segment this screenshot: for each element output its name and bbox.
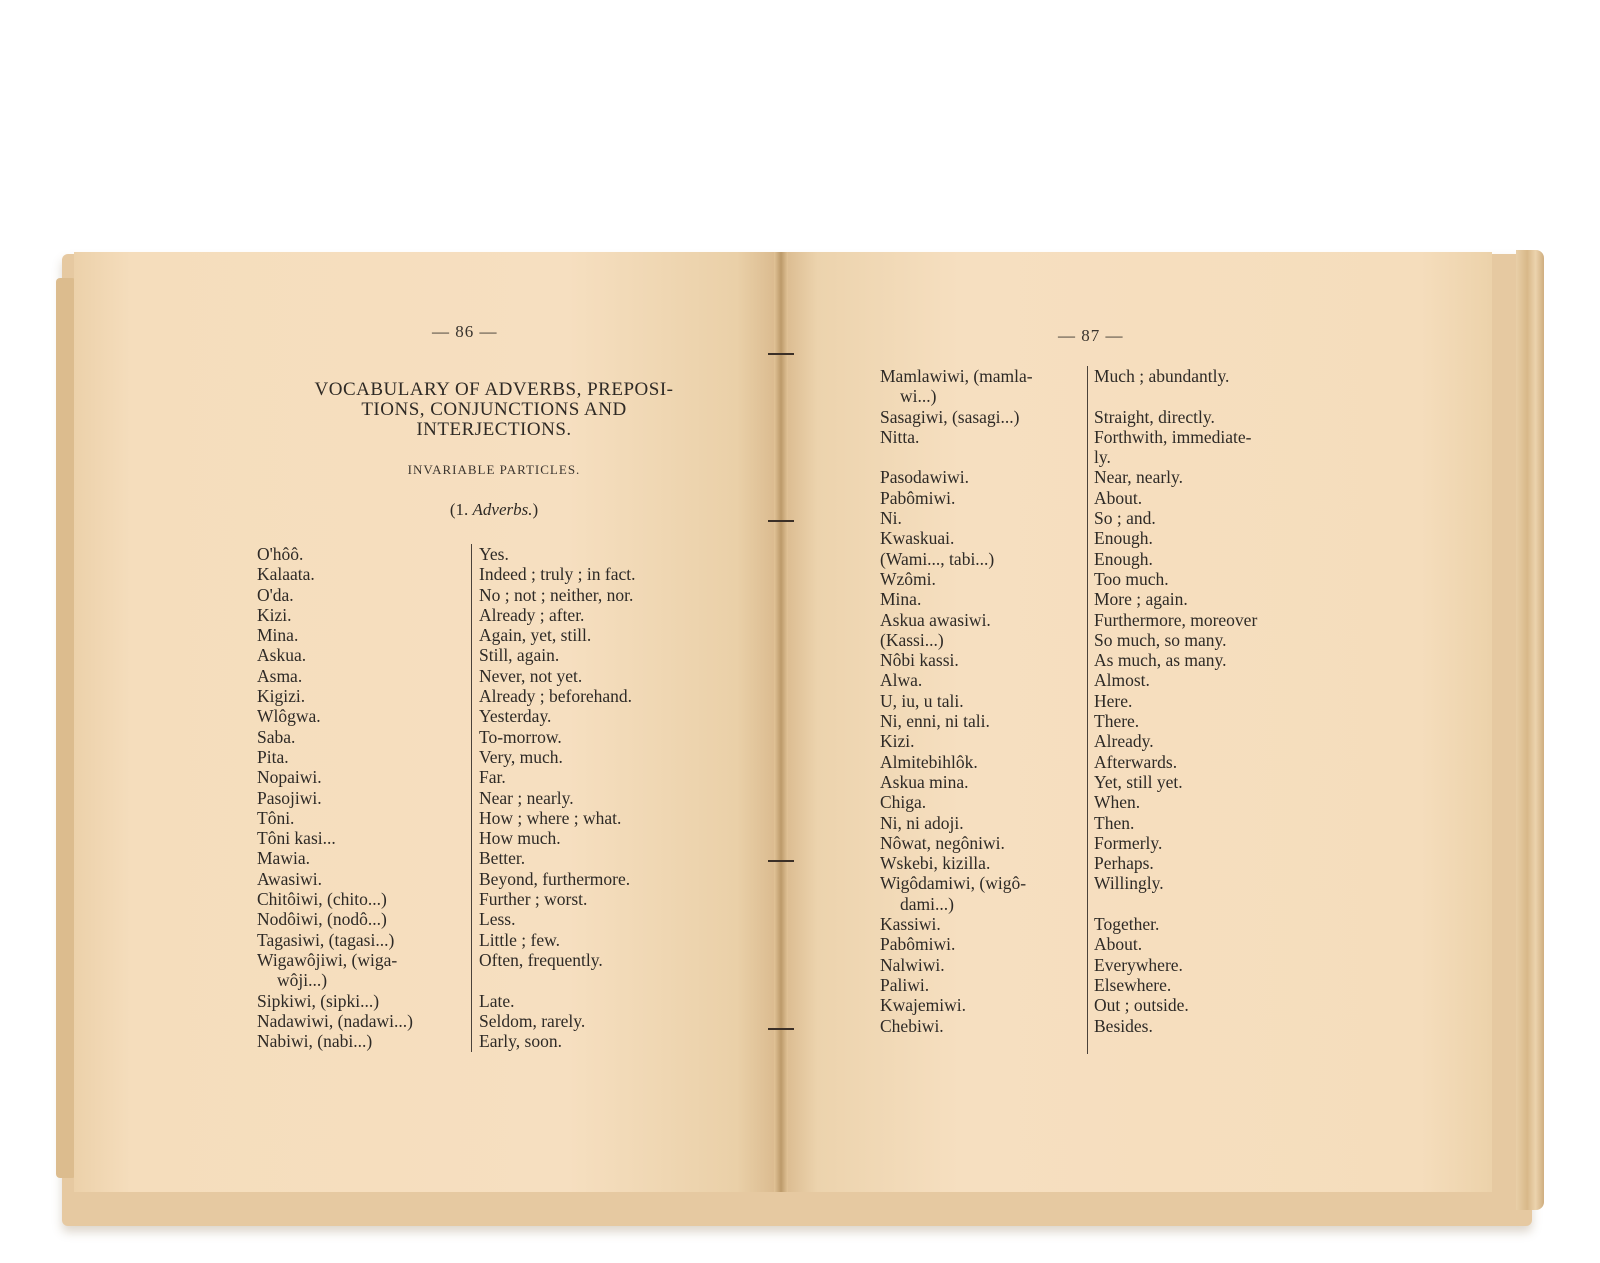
definition-cell: Then.: [1094, 812, 1135, 833]
definitions-column: [1094, 366, 1257, 1036]
definition-cell: Here.: [1094, 690, 1133, 711]
term-cell: Wlôgwa.: [257, 706, 321, 727]
term-cell: Nodôiwi, (nodô...): [257, 909, 387, 930]
definition-cell: Very, much.: [479, 746, 563, 767]
definition-cell: So much, so many.: [1094, 629, 1227, 650]
term-cell: wôji...): [277, 970, 328, 991]
definition-cell: Beyond, furthermore.: [479, 868, 631, 889]
term-cell: Pabômiwi.: [880, 934, 956, 955]
open-book: [52, 232, 1544, 1238]
term-cell: Ni, ni adoji.: [880, 812, 964, 833]
terms-column: [257, 544, 413, 1051]
definition-cell: Enough.: [1094, 528, 1153, 549]
definition-cell: Forthwith, immediate-: [1094, 426, 1252, 447]
definition-cell: Everywhere.: [1094, 954, 1183, 975]
definition-cell: Yet, still yet.: [1094, 771, 1183, 792]
book-right-edge: [1516, 250, 1544, 1210]
subheading: INVARIABLE PARTICLES.: [407, 462, 581, 477]
term-cell: Wskebi, kizilla.: [880, 853, 991, 874]
definition-cell: Straight, directly.: [1094, 406, 1215, 427]
term-cell: Mina.: [880, 589, 922, 610]
term-cell: Nôbi kassi.: [880, 650, 959, 671]
title-line-1: VOCABULARY OF ADVERBS, PREPOSI-: [314, 379, 674, 400]
term-cell: Almitebihlôk.: [880, 751, 978, 772]
definition-cell: Far.: [479, 767, 506, 788]
term-cell: Kigizi.: [257, 686, 306, 707]
binding-stitch: [768, 860, 794, 862]
definition-cell: Too much.: [1094, 568, 1169, 589]
term-cell: (Kassi...): [880, 629, 944, 650]
term-cell: Kwajemiwi.: [880, 995, 967, 1016]
definition-cell: About.: [1094, 487, 1143, 508]
term-cell: Wigawôjiwi, (wiga-: [257, 949, 398, 970]
definition-cell: Already ; beforehand.: [479, 686, 633, 707]
definition-cell: Yes.: [479, 544, 509, 564]
definition-cell: Furthermore, moreover: [1094, 609, 1258, 630]
definition-cell: Often, frequently.: [479, 949, 603, 970]
term-cell: Nadawiwi, (nadawi...): [257, 1010, 413, 1031]
term-cell: Pita.: [257, 746, 289, 767]
term-cell: Sasagiwi, (sasagi...): [880, 406, 1020, 427]
definition-cell: Afterwards.: [1094, 751, 1178, 772]
term-cell: wi...): [900, 386, 937, 407]
definition-cell: More ; again.: [1094, 589, 1188, 610]
term-cell: Paliwi.: [880, 974, 930, 995]
term-cell: Tôni.: [257, 807, 295, 828]
section-label: Adverbs.: [472, 500, 533, 519]
vocab-table-left: [257, 544, 757, 1054]
term-cell: dami...): [900, 893, 954, 914]
definition-cell: Almost.: [1094, 670, 1150, 691]
right-page: [782, 252, 1492, 1192]
definition-cell: Out ; outside.: [1094, 995, 1189, 1016]
definition-cell: Less.: [479, 909, 516, 930]
definition-cell: [479, 970, 635, 990]
column-rule: [1087, 366, 1088, 1054]
vocab-table-right: [880, 366, 1440, 1056]
definitions-column: [479, 544, 635, 1051]
term-cell: Kizi.: [880, 731, 915, 752]
definition-cell: Seldom, rarely.: [479, 1010, 586, 1031]
term-cell: Chebiwi.: [880, 1015, 944, 1036]
definition-cell: ly.: [1094, 447, 1111, 468]
definition-cell: As much, as many.: [1094, 650, 1227, 671]
page-number-right: — 87 —: [1058, 326, 1124, 345]
column-rule: [471, 544, 472, 1052]
term-cell: U, iu, u tali.: [880, 690, 964, 711]
definition-cell: Late.: [479, 990, 515, 1011]
book-gutter: [774, 252, 788, 1192]
term-cell: Mamlawiwi, (mamla-: [880, 366, 1033, 386]
term-cell: [880, 447, 1033, 467]
definition-cell: Already.: [1094, 731, 1154, 752]
definition-cell: [1094, 386, 1257, 406]
term-cell: Nopaiwi.: [257, 767, 322, 788]
definition-cell: Little ; few.: [479, 929, 560, 950]
page-number-left: — 86 —: [432, 322, 498, 341]
term-cell: Wzômi.: [880, 568, 936, 589]
terms-column: [880, 366, 1033, 1036]
page-title: [294, 380, 694, 440]
term-cell: Tôni kasi...: [257, 828, 336, 849]
term-cell: Askua mina.: [880, 771, 969, 792]
definition-cell: Better.: [479, 848, 526, 869]
definition-cell: No ; not ; neither, nor.: [479, 584, 634, 605]
left-page: [74, 252, 779, 1192]
definition-cell: Formerly.: [1094, 832, 1163, 853]
definition-cell: About.: [1094, 934, 1143, 955]
definition-cell: Still, again.: [479, 645, 560, 666]
title-line-3: INTERJECTIONS.: [416, 419, 572, 440]
definition-cell: Perhaps.: [1094, 853, 1154, 874]
definition-cell: How ; where ; what.: [479, 807, 622, 828]
section-close: ): [532, 500, 539, 519]
term-cell: Askua awasiwi.: [880, 609, 991, 630]
definition-cell: Further ; worst.: [479, 889, 588, 910]
term-cell: Pasodawiwi.: [880, 467, 969, 488]
term-cell: Awasiwi.: [257, 868, 322, 889]
term-cell: Pasojiwi.: [257, 787, 322, 808]
term-cell: Kalaata.: [257, 564, 315, 585]
definition-cell: How much.: [479, 828, 561, 849]
book-left-edge: [56, 278, 76, 1178]
term-cell: Nôwat, negôniwi.: [880, 832, 1005, 853]
term-cell: Kassiwi.: [880, 914, 941, 935]
definition-cell: Enough.: [1094, 548, 1153, 569]
definition-cell: Willingly.: [1094, 873, 1164, 894]
binding-stitch: [768, 353, 794, 355]
definition-cell: So ; and.: [1094, 508, 1156, 529]
term-cell: Chitôiwi, (chito...): [257, 889, 387, 910]
definition-cell: Yesterday.: [479, 706, 552, 727]
definition-cell: Already ; after.: [479, 604, 585, 625]
term-cell: Wigôdamiwi, (wigô-: [880, 873, 1027, 894]
term-cell: Saba.: [257, 726, 296, 747]
term-cell: Askua.: [257, 645, 307, 666]
term-cell: Ni, enni, ni tali.: [880, 711, 990, 732]
term-cell: Sipkiwi, (sipki...): [257, 990, 380, 1011]
term-cell: Ni.: [880, 508, 902, 529]
definition-cell: There.: [1094, 711, 1140, 732]
definition-cell: Near ; nearly.: [479, 787, 574, 808]
term-cell: Asma.: [257, 665, 303, 686]
binding-stitch: [768, 1028, 794, 1030]
definition-cell: Much ; abundantly.: [1094, 366, 1230, 386]
section-heading: [374, 500, 614, 520]
term-cell: Kwaskuai.: [880, 528, 955, 549]
definition-cell: Never, not yet.: [479, 665, 583, 686]
definition-cell: Indeed ; truly ; in fact.: [479, 564, 636, 585]
term-cell: Pabômiwi.: [880, 487, 956, 508]
section-number: (1.: [449, 500, 469, 519]
definition-cell: [1094, 894, 1257, 914]
term-cell: Chiga.: [880, 792, 927, 813]
term-cell: Nitta.: [880, 426, 920, 447]
definition-cell: To-morrow.: [479, 726, 562, 747]
term-cell: Nalwiwi.: [880, 954, 945, 975]
term-cell: Alwa.: [880, 670, 923, 691]
term-cell: Mina.: [257, 625, 299, 646]
term-cell: Tagasiwi, (tagasi...): [257, 929, 395, 950]
term-cell: Mawia.: [257, 848, 310, 869]
term-cell: O'hôô.: [257, 544, 304, 564]
definition-cell: When.: [1094, 792, 1141, 813]
definition-cell: Together.: [1094, 914, 1160, 935]
title-line-2: TIONS, CONJUNCTIONS AND: [361, 399, 627, 420]
binding-stitch: [768, 520, 794, 522]
definition-cell: Early, soon.: [479, 1031, 562, 1052]
term-cell: O'da.: [257, 584, 294, 605]
definition-cell: Besides.: [1094, 1015, 1153, 1036]
term-cell: Nabiwi, (nabi...): [257, 1031, 373, 1052]
term-cell: (Wami..., tabi...): [880, 548, 995, 569]
definition-cell: Elsewhere.: [1094, 974, 1172, 995]
term-cell: Kizi.: [257, 604, 292, 625]
definition-cell: Near, nearly.: [1094, 467, 1184, 488]
definition-cell: Again, yet, still.: [479, 625, 592, 646]
